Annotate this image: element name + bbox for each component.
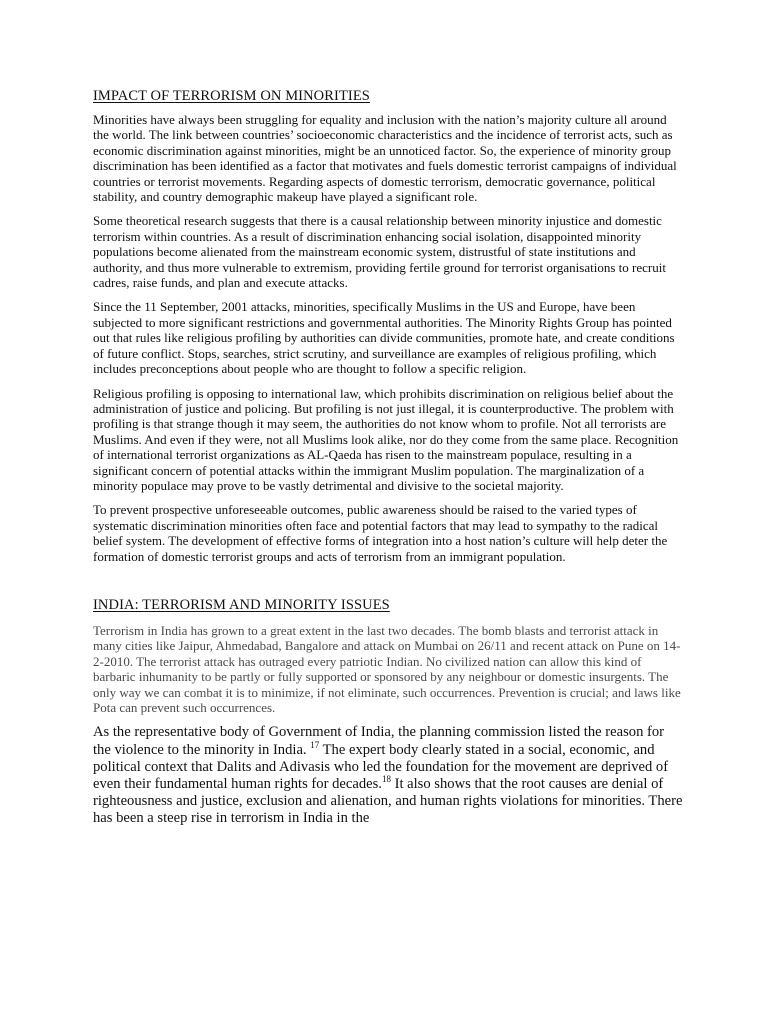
paragraph: Some theoretical research suggests that there is a causal relationship between minority injustice and domestic terrorism within countries. As a result of discrimination enhancing social isolation, disappointed minority populations become alienated from the mainstream economic system, distrustful of state institutions and authority, and thus more vulnerable to extremism, providing fertile ground for terrorist organisations to recruit cadres, raise funds, and plan and execute attacks. xyxy=(93,213,666,291)
paragraph: Terrorism in India has grown to a great extent in the last two decades. The bomb blasts and terrorist attack in many cities like Jaipur, Ahmedabad, Bangalore and attack on Mumbai on 26/11 and recent attack on Pune on 14-2-2010. The terrorist attack has outraged every patriotic Indian. No civilized nation can allow this kind of barbaric inhumanity to be partly or fully supported or sponsored by any neighbour or domestic insurgents. The only way we can combat it is to minimize, if not eliminate, such occurrences. Prevention is crucial; and laws like Pota can prevent such occurrences. xyxy=(93,622,681,715)
footnote-marker: 18 xyxy=(381,774,391,785)
section-heading-impact-of-terrorism: IMPACT OF TERRORISM ON MINORITIES xyxy=(93,88,370,104)
paragraph xyxy=(93,724,683,827)
paragraph-text: It also shows that the root causes are denial of righteousness and justice, exclusion and alienation, and human rights violations for minorities. There has been a steep rise in terrorism in India in the xyxy=(93,776,683,827)
paragraph: Since the 11 September, 2001 attacks, minorities, specifically Muslims in the US and Europe, have been subjected to more significant restrictions and governmental authorities. The Minority Rights Group has pointed out that rules like religious profiling by authorities can divide communities, promote hate, and create conditions of future conflict. Stops, searches, strict scrutiny, and surveillance are examples of religious profiling, which includes preconceptions about people who are thought to follow a specific religion. xyxy=(93,299,675,377)
paragraph-text: The expert body clearly stated in a social, economic, and political context that Dalits and Adivasis who led the foundation for the movement are deprived of even their fundamental human rights for decades. xyxy=(93,741,669,793)
paragraph: To prevent prospective unforeseeable outcomes, public awareness should be raised to the varied types of systematic discrimination minorities often face and potential factors that may lead to sympathy to the radical belief system. The development of effective forms of integration into a host nation’s culture will help deter the formation of domestic terrorist groups and acts of terrorism from an immigrant population. xyxy=(93,502,668,564)
paragraph: Religious profiling is opposing to international law, which prohibits discrimination on religious belief about the administration of justice and policing. But profiling is not just illegal, it is counterproductive. The problem with profiling is that strange though it may seem, the authorities do not know whom to profile. Not all terrorists are Muslims. And even if they were, not all Muslims look alike, nor do they come from the same place. Recognition of international terrorist organizations as AL-Qaeda has risen to the mainstream populace, resulting in a significant concern of potential attacks within the immigrant Muslim population. The marginalization of a minority populace may prove to be vastly detrimental and divisive to the societal majority. xyxy=(93,385,679,493)
paragraph: Minorities have always been struggling for equality and inclusion with the nation’s majority culture all around the world. The link between countries’ socioeconomic characteristics and the incidence of terrorist acts, such as economic discrimination against minorities, might be an unnoticed factor. So, the experience of minority group discrimination has been identified as a factor that motivates and fuels domestic terrorist campaigns of individual countries or terrorist movements. Regarding aspects of domestic terrorism, democratic governance, political stability, and country demographic makeup have played a significant role. xyxy=(93,112,677,205)
paragraph-text: As the representative body of Government of India, the planning commission listed the reason for the violence to the minority in India. xyxy=(93,724,665,758)
footnote-marker: 17 xyxy=(310,739,320,750)
document-body xyxy=(93,87,683,827)
section-heading-india-terrorism: INDIA: TERRORISM AND MINORITY ISSUES xyxy=(93,596,390,613)
